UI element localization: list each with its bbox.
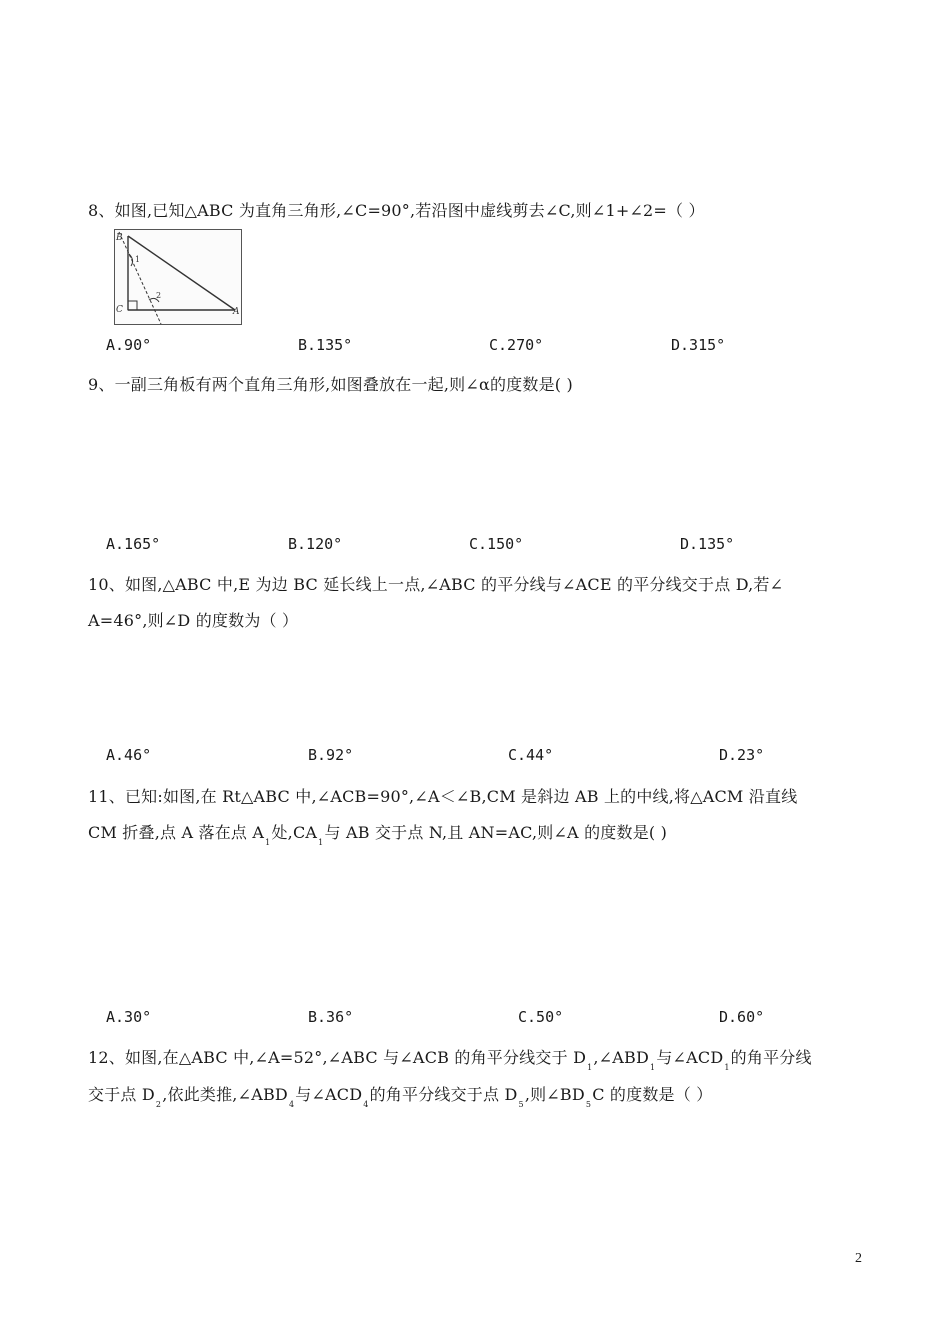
q12-l2-sub-3: 4 (363, 1100, 369, 1109)
q12-l2-part-e: ,则∠BD (524, 1085, 585, 1104)
page-number: 2 (855, 1251, 862, 1266)
q12-l2-part-c: 与∠ACD (295, 1085, 363, 1104)
q12-l2-sub-4: 5 (518, 1100, 524, 1109)
q8-right-angle-mark (128, 301, 137, 310)
q12-l2-sub-2: 4 (288, 1100, 295, 1109)
q11-sub-ca1: 1 (318, 838, 324, 847)
q9-option-c: C.150° (469, 535, 524, 553)
q8-label-2: 2 (156, 291, 162, 300)
q10-option-a: A.46° (106, 746, 152, 764)
q9-option-d: D.135° (680, 535, 735, 553)
q12-l1-part-b: ,∠ABD (593, 1048, 650, 1067)
q11-line2-part-a: CM 折叠,点 A 落在点 A (88, 823, 265, 842)
q12-l1-sub-1: 1 (587, 1063, 593, 1072)
q8-side-ab (128, 236, 235, 310)
q10-text-line2: A=46°,则∠D 的度数为（ ） (88, 611, 299, 630)
q10-option-b: B.92° (308, 746, 354, 764)
q12-l1-part-d: 的角平分线 (730, 1048, 812, 1067)
q12-text-line2 (88, 1082, 712, 1109)
q12-l2-part-f: C 的度数是（ ） (592, 1085, 713, 1104)
q8-option-c: C.270° (489, 336, 544, 354)
q10-option-c: C.44° (508, 746, 554, 764)
q11-option-c: C.50° (518, 1008, 564, 1026)
q11-sub-a1: 1 (265, 838, 271, 847)
q11-option-b: B.36° (308, 1008, 354, 1026)
q12-l2-sub-1: 2 (155, 1100, 162, 1109)
q8-option-b: B.135° (298, 336, 353, 354)
q12-l2-part-b: ,依此类推,∠ABD (162, 1085, 288, 1104)
q12-text-line1 (88, 1045, 812, 1072)
q11-line2-part-c: 与 AB 交于点 N,且 AN=AC,则∠A 的度数是( ) (324, 823, 668, 842)
q8-label-c: C (116, 305, 123, 315)
q12-l2-part-a: 交于点 D (88, 1085, 155, 1104)
q11-option-d: D.60° (719, 1008, 765, 1026)
q8-triangle-figure (114, 229, 242, 325)
q8-label-a: A (233, 307, 240, 317)
q8-label-b: B (116, 233, 123, 243)
q12-l2-sub-5: 5 (585, 1100, 592, 1109)
q8-label-1: 1 (135, 255, 141, 264)
q9-option-a: A.165° (106, 535, 161, 553)
q12-l1-part-a: 12、如图,在△ABC 中,∠A=52°,∠ABC 与∠ACB 的角平分线交于 D (88, 1048, 587, 1067)
q9-option-b: B.120° (288, 535, 343, 553)
q8-triangle-svg (115, 230, 241, 324)
q9-text: 9、一副三角板有两个直角三角形,如图叠放在一起,则∠α的度数是( ) (88, 375, 573, 394)
q12-l2-part-d: 的角平分线交于点 D (369, 1085, 518, 1104)
q11-line2-part-b: 处,CA (271, 823, 318, 842)
q11-text-line1: 11、已知:如图,在 Rt△ABC 中,∠ACB=90°,∠A＜∠B,CM 是斜边 AB 上的中线,将△ACM 沿直线 (88, 787, 798, 806)
q10-option-d: D.23° (719, 746, 765, 764)
q8-option-a: A.90° (106, 336, 152, 354)
q12-l1-sub-3: 1 (724, 1063, 730, 1072)
q12-l1-sub-2: 1 (650, 1063, 656, 1072)
q11-option-a: A.30° (106, 1008, 152, 1026)
q12-l1-part-c: 与∠ACD (656, 1048, 724, 1067)
q11-text-line2 (88, 820, 667, 847)
q8-text: 8、如图,已知△ABC 为直角三角形,∠C=90°,若沿图中虚线剪去∠C,则∠1+∠2=（ ） (88, 201, 705, 220)
q10-text-line1: 10、如图,△ABC 中,E 为边 BC 延长线上一点,∠ABC 的平分线与∠ACE 的平分线交于点 D,若∠ (88, 575, 784, 594)
q8-option-d: D.315° (671, 336, 726, 354)
